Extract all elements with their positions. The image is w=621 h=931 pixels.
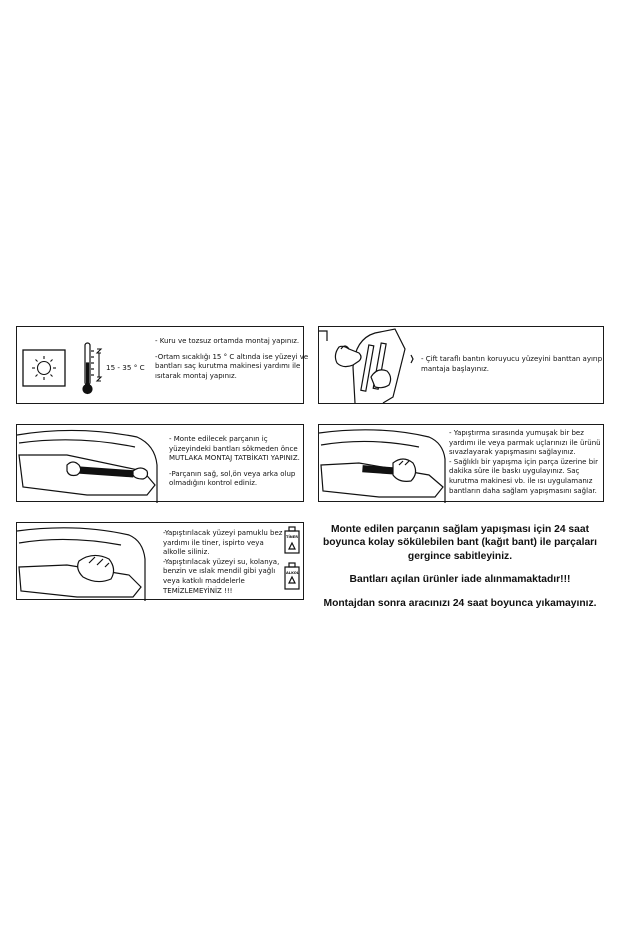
clean-text: -Yapıştırılacak yüzeyi pamuklu bez yardımı ile tiner, ispirto veya alkolle siliniz. -Yapıştırılacak yüzeyi su, kolanya, benzin ve ıslak mendil gibi yağlı veya katkılı maddelerle TEMİZLEMEYİNİZ !!! — [163, 529, 283, 595]
note-fix-tape: Monte edilen parçanın sağlam yapışması için 24 saat boyunca kolay sökülebilen bant (kağıt bant) ile parçaları gergince sabitleyiniz. — [322, 524, 598, 562]
panel-press — [318, 424, 604, 502]
panel-check-fit — [16, 424, 304, 502]
note-no-returns: Bantları açılan ürünler iade alınmamaktadır!!! — [349, 574, 571, 586]
peel-liner-text: - Çift taraflı bantın koruyucu yüzeyini banttan ayırıp mantaja başlayınız. — [421, 355, 603, 373]
bottle-label-alkol: ALKOL — [286, 571, 300, 575]
sun-icon — [32, 356, 56, 380]
conditions-text: - Kuru ve tozsuz ortamda montaj yapınız. -Ortam sıcaklığı 15 ° C altında ise yüzeyi ve bantları saç kurutma makinesi yardımı ile ısıtarak montaj yapınız. — [155, 337, 309, 380]
note-no-wash: Montajdan sonra aracınızı 24 saat boyunca yıkamayınız. — [323, 597, 597, 609]
panel-peel-liner — [318, 326, 604, 404]
range-bracket-icon — [97, 349, 101, 381]
panel-clean — [16, 522, 304, 600]
temperature-range: 15 - 35 ° C — [106, 363, 145, 372]
panel-conditions — [16, 326, 309, 404]
bottle-label-tiner: TİNER — [286, 535, 299, 539]
important-notes — [318, 523, 602, 620]
press-text: - Yapıştırma sırasında yumuşak bir bez yardımı ile veya parmak uçlarınızı ile ürünü sıvazlayarak yapışmasını sağlayınız. - Sağlıklı bir yapışma için parça üzerine bir dakika süre ile baskı uygulayınız. Saç kurutma makinesi vb. ile ısı uygulamanız bantların daha sağlam yapışmasını sağlar. — [449, 429, 601, 495]
thermometer-icon — [83, 343, 94, 394]
check-fit-text: - Monte edilecek parçanın iç yüzeyindeki bantları sökmeden önce MUTLAKA MONTAJ TATBİKATI YAPINIZ. -Parçanın sağ, sol,ön veya arka olup olmadığını kontrol ediniz. — [169, 435, 300, 488]
